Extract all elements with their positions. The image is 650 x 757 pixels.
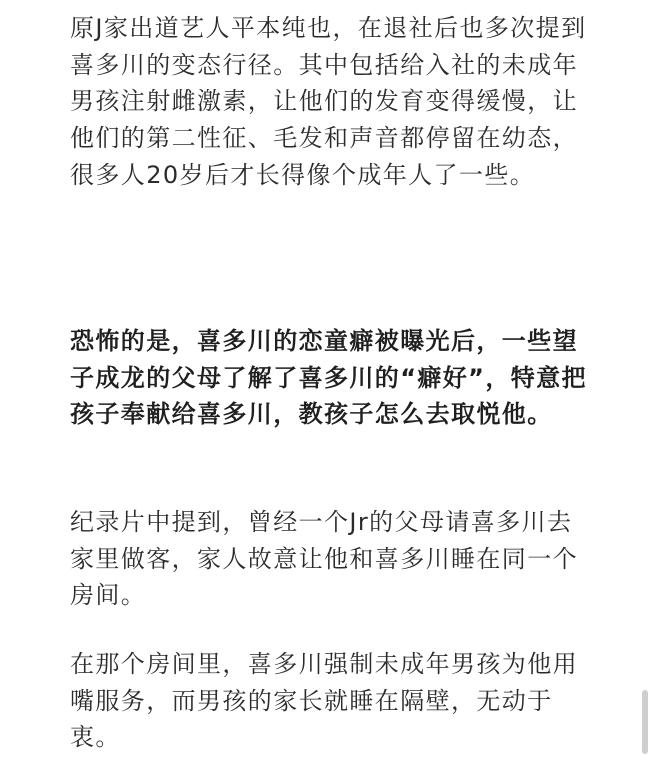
article-paragraph-3: 纪录片中提到，曾经一个Jr的父母请喜多川去家里做客，家人故意让他和喜多川睡在同一个房间。 <box>70 508 578 610</box>
scrollbar-thumb[interactable] <box>642 690 648 754</box>
article-paragraph-1: 原J家出道艺人平本纯也，在退社后也多次提到喜多川的变态行径。其中包括给入社的未成年男孩注射雌激素，让他们的发育变得缓慢，让他们的第二性征、毛发和声音都停留在幼态，很多人20岁后才长得像个成年人了一些。 <box>70 14 587 189</box>
article-paragraph-2-bold: 恐怖的是，喜多川的恋童癖被曝光后，一些望子成龙的父母了解了喜多川的“癖好”，特意把孩子奉献给喜多川，教孩子怎么去取悦他。 <box>70 327 587 429</box>
article-paragraph-4: 在那个房间里，喜多川强制未成年男孩为他用嘴服务，而男孩的家长就睡在隔壁，无动于衷。 <box>70 650 578 752</box>
